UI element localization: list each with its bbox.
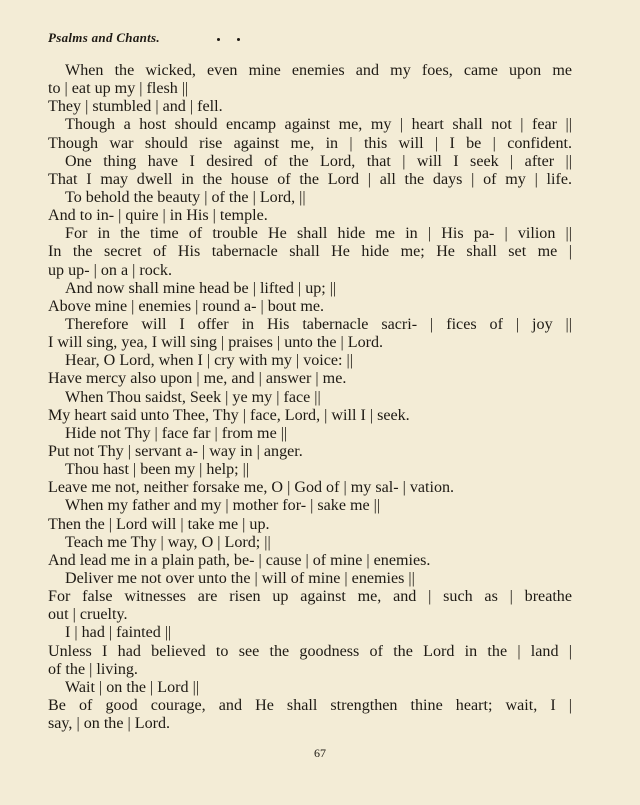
verse-line: I will sing, yea, I will sing | praises | unto the | Lord.: [48, 334, 384, 352]
verse-line: And to in- | quire | in His | temple.: [48, 207, 268, 225]
verse-line: And lead me in a plain path, be- | cause | of mine | enemies.: [48, 551, 431, 569]
verse-line: When the wicked, even mine enemies and my foes, came upon me: [65, 62, 572, 79]
verse-line: For false witnesses are risen up against me, and | such as | breathe: [48, 588, 572, 606]
verse-line: Above mine | enemies | round a- | bout me.: [48, 297, 325, 315]
verse-line: To behold the beauty | of the | Lord, ||: [65, 188, 306, 206]
verse-line: Teach me Thy | way, O | Lord; ||: [65, 533, 271, 551]
page-number: 67: [314, 746, 326, 760]
verse-line: Though war should rise against me, in | this will | I be | confident.: [48, 134, 572, 152]
verse-line: In the secret of His tabernacle shall He hide me; He shall set me |: [48, 243, 572, 261]
verse-line: When my father and my | mother for- | sake me ||: [65, 497, 381, 515]
verse-line: For in the time of trouble He shall hide me in | His pa- | vilion ||: [65, 225, 572, 243]
verse-line: Unless I had believed to see the goodness of the Lord in the | land |: [48, 642, 572, 660]
verse-line: That I may dwell in the house of the Lord | all the days | of my | life.: [48, 170, 572, 188]
verse-line: to | eat up my | flesh ||: [48, 80, 189, 98]
verse-line: They | stumbled | and | fell.: [48, 98, 223, 116]
verse-line: Hear, O Lord, when I | cry with my | voice: ||: [65, 352, 353, 370]
verse-line: Put not Thy | servant a- | way in | anger.: [48, 442, 303, 460]
verse-line: My heart said unto Thee, Thy | face, Lord, | will I | seek.: [48, 406, 410, 424]
verse-line: Deliver me not over unto the | will of mine | enemies ||: [65, 569, 415, 587]
verse-line: Hide not Thy | face far | from me ||: [65, 424, 288, 442]
verse-line: Have mercy also upon | me, and | answer | me.: [48, 370, 347, 388]
verse-line: Though a host should encamp against me, my | heart shall not | fear ||: [65, 116, 572, 134]
verse-line: Wait | on the | Lord ||: [65, 678, 200, 696]
ornament-dot: [237, 38, 240, 41]
running-title: Psalms and Chants.: [48, 30, 160, 45]
verse-line: out | cruelty.: [48, 606, 128, 624]
verse-line: Be of good courage, and He shall strengthen thine heart; wait, I |: [48, 696, 572, 714]
ornament-dot: [217, 38, 220, 41]
verse-line: up up- | on a | rock.: [48, 261, 172, 279]
verse-line: And now shall mine head be | lifted | up; ||: [65, 279, 337, 297]
verse-line: Then the | Lord will | take me | up.: [48, 515, 270, 533]
chant-text: [48, 62, 572, 733]
verse-line: I | had | fainted ||: [65, 624, 172, 642]
verse-line: of the | living.: [48, 660, 138, 678]
verse-line: say, | on the | Lord.: [48, 715, 171, 733]
verse-line: When Thou saidst, Seek | ye my | face ||: [65, 388, 321, 406]
verse-line: Thou hast | been my | help; ||: [65, 461, 250, 479]
verse-line: Therefore will I offer in His tabernacle sacri- | fices of | joy ||: [65, 315, 572, 333]
verse-line: One thing have I desired of the Lord, that | will I seek | after ||: [65, 152, 572, 170]
verse-line: Leave me not, neither forsake me, O | God of | my sal- | vation.: [48, 479, 455, 497]
